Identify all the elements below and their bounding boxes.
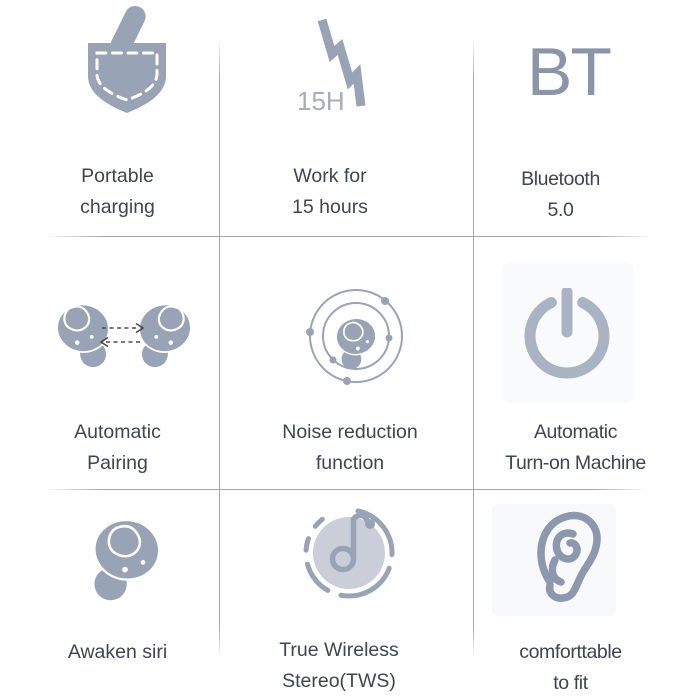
label-line: Bluetooth bbox=[521, 168, 600, 190]
divider-horizontal-1 bbox=[46, 236, 652, 237]
earbud-left bbox=[54, 301, 112, 367]
label-line: Work for bbox=[293, 165, 367, 187]
bt-letters-icon: BT bbox=[527, 34, 610, 110]
label-line: Automatic bbox=[74, 421, 161, 443]
label-noise-reduction bbox=[223, 417, 477, 479]
label-automatic-pairing bbox=[8, 417, 227, 479]
divider-vertical-1 bbox=[219, 38, 220, 657]
label-line: 5.0 bbox=[547, 199, 574, 221]
label-line: Noise reduction bbox=[282, 421, 418, 443]
label-bluetooth bbox=[447, 164, 674, 226]
earbuds-pairing-arrows-icon bbox=[50, 292, 198, 378]
work-hours-value: 15H bbox=[297, 86, 345, 116]
label-work-15-hours bbox=[203, 161, 457, 223]
label-line: 15 hours bbox=[292, 196, 368, 218]
label-line: Stereo(TWS) bbox=[282, 670, 396, 692]
pocket-earbud-icon bbox=[84, 2, 170, 117]
label-automatic-turn-on bbox=[462, 417, 689, 479]
earbud-right bbox=[136, 301, 194, 367]
power-button-icon bbox=[519, 288, 615, 384]
label-portable-charging bbox=[8, 161, 227, 223]
music-note-disc-icon bbox=[298, 498, 402, 602]
label-line: Turn-on Machine bbox=[505, 452, 646, 474]
label-awaken-siri bbox=[8, 637, 227, 668]
label-true-wireless-stereo bbox=[212, 635, 466, 697]
label-line: Awaken siri bbox=[67, 641, 168, 663]
label-line: True Wireless bbox=[279, 639, 399, 661]
label-line: Automatic bbox=[533, 421, 618, 443]
earbud-orbit-rings-icon bbox=[306, 286, 406, 386]
divider-horizontal-2 bbox=[46, 489, 648, 490]
divider-vertical-2 bbox=[473, 38, 474, 657]
label-comfortable-to-fit bbox=[457, 637, 684, 699]
ear-icon bbox=[528, 506, 612, 606]
label-line: function bbox=[315, 452, 385, 474]
label-line: charging bbox=[80, 196, 155, 218]
label-line: comforttable bbox=[519, 641, 622, 663]
earbud-icon bbox=[85, 508, 175, 603]
label-line: Portable bbox=[81, 165, 154, 187]
label-line: Pairing bbox=[87, 452, 148, 474]
label-line: to fit bbox=[553, 672, 588, 694]
